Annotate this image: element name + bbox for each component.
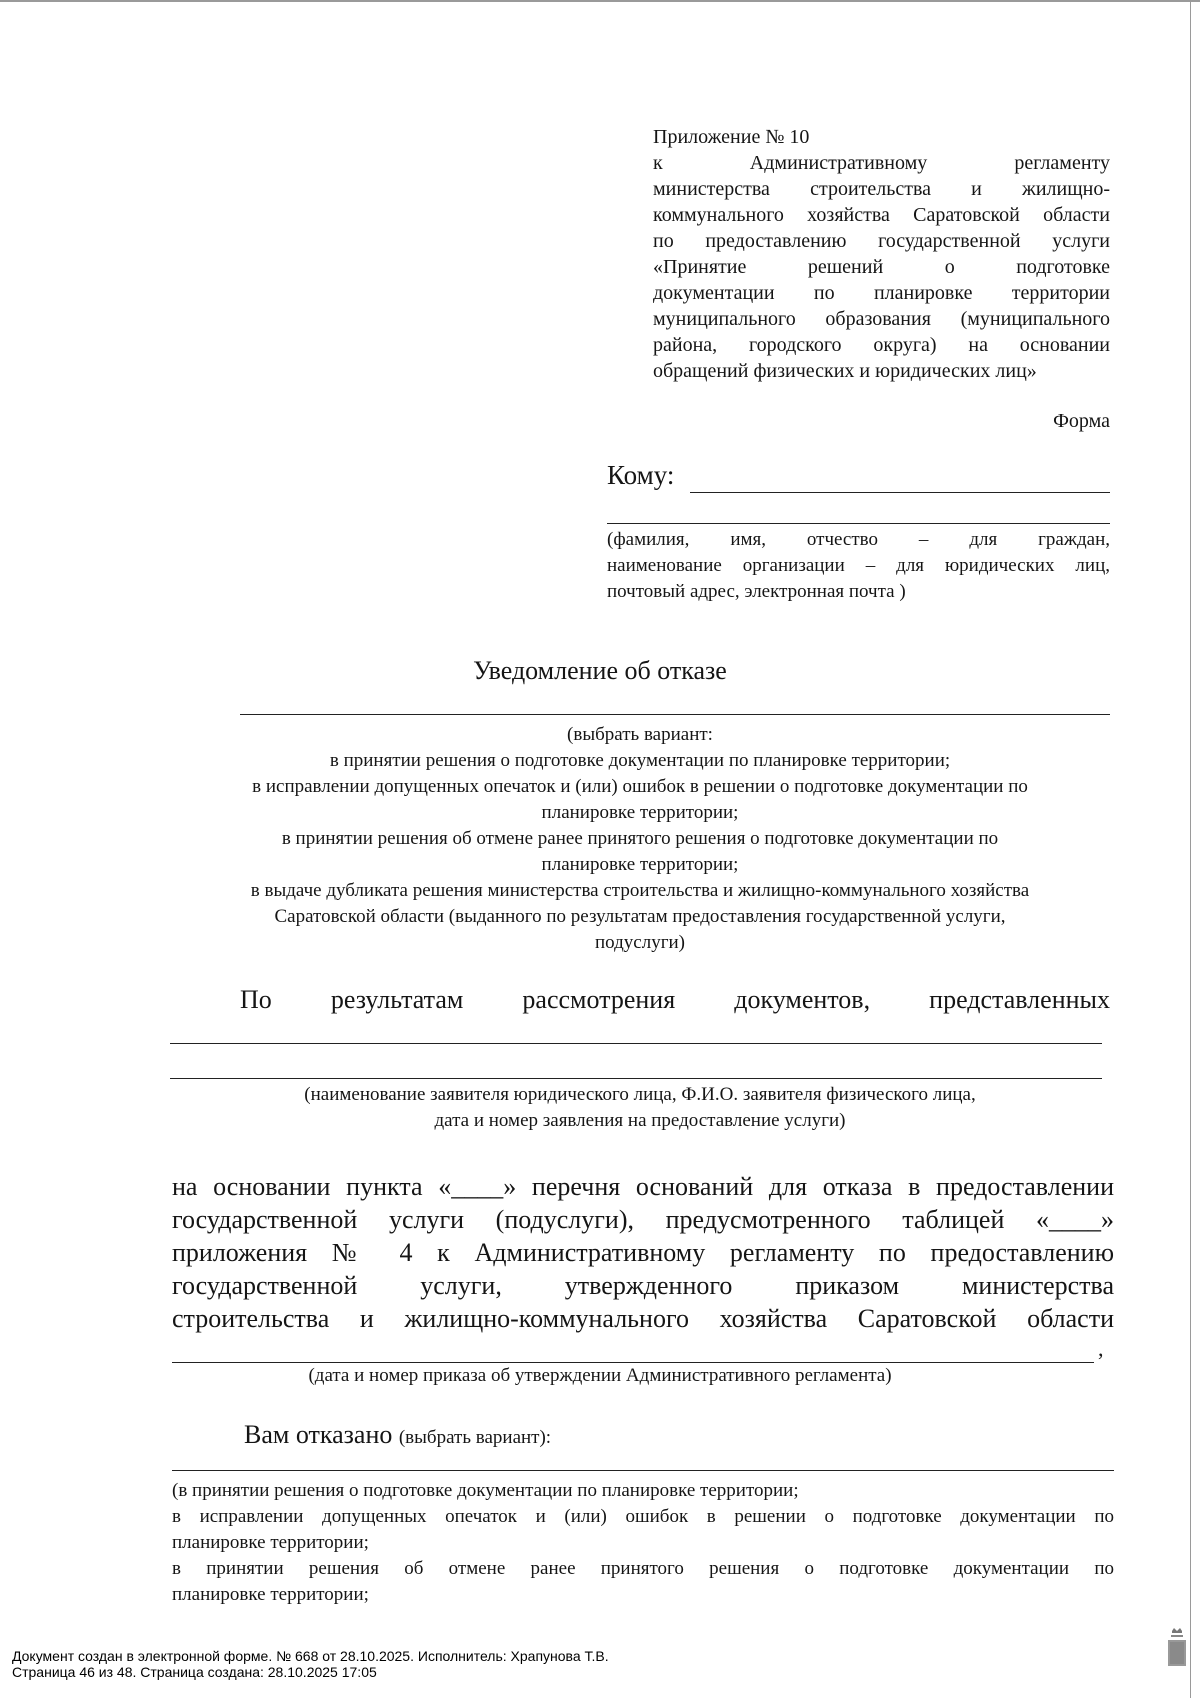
page-right-edge [1190,0,1191,1698]
basis-paragraph [172,1170,1114,1335]
recipient-label: Кому: [607,460,675,490]
refusal-option-line: (в принятии решения о подготовке документации по планировке территории; [172,1480,799,1501]
refusal-options [172,1478,1114,1608]
appendix-title: Приложение № 10 [653,126,810,148]
variant-line: в исправлении допущенных опечаток и (или) ошибок в решении о подготовке документации по [252,776,1028,797]
variant-line: планировке территории; [541,802,739,823]
applicant-note [170,1082,1110,1134]
refusal-option-line: в принятии решения об отмене ранее принятого решения о подготовке документации по [172,1558,1114,1579]
document-title: Уведомление об отказе [473,656,727,685]
appendix-line: «Принятие решений о подготовке [653,256,1110,278]
basis-line: приложения № 4 к Административному регламенту по предоставлению [172,1238,1114,1267]
page-top-edge [0,0,1200,2]
recipient-address-line[interactable] [607,523,1110,524]
variant-line: подуслуги) [595,932,685,953]
order-comma: , [1098,1336,1104,1361]
variant-line: в принятии решения об отмене ранее принятого решения о подготовке документации по [281,828,999,849]
refusal-option-line: в исправлении допущенных опечаток и (или) ошибок в решении о подготовке документации по [172,1506,1114,1527]
appendix-line: района, городского округа) на основании [653,334,1110,356]
recipient-note-line: наименование организации – для юридических лиц, [607,555,1110,576]
basis-line: на основании пункта «____» перечня оснований для отказа в предоставлении [172,1172,1114,1201]
recipient-note-line: (фамилия, имя, отчество – для граждан, [607,529,1110,550]
footer-line: Документ создан в электронной форме. № 668 от 28.10.2025. Исполнитель: Храпунова Т.В. [12,1648,609,1664]
appendix-block [653,124,1110,384]
applicant-note-line: (наименование заявителя юридического лица, Ф.И.О. заявителя физического лица, [304,1084,976,1105]
appendix-line: министерства строительства и жилищно- [653,178,1110,200]
applicant-line-1[interactable] [170,1043,1102,1044]
recipient-note [607,527,1110,605]
applicant-note-line: дата и номер заявления на предоставление услуги) [434,1110,846,1131]
applicant-line-2[interactable] [170,1078,1102,1079]
appendix-line: по предоставлению государственной услуги [653,230,1110,252]
refusal-variant-line[interactable] [172,1470,1114,1471]
footer-line: Страница 46 из 48. Страница создана: 28.10.2025 17:05 [12,1664,377,1680]
variant-line: Саратовской области (выданного по результатам предоставления государственной услуги, [274,906,1006,927]
variant-line: планировке территории; [541,854,739,875]
order-note: (дата и номер приказа об утверждении Административного регламента) [308,1365,892,1386]
refused-hint: (выбрать вариант): [398,1427,552,1448]
basis-line: государственной услуги (подуслуги), предусмотренного таблицей «____» [172,1205,1114,1234]
variant-line: в принятии решения о подготовке документации по планировке территории; [329,750,951,771]
recipient-name-line[interactable] [690,492,1110,493]
order-line[interactable] [172,1362,1094,1363]
recipient-note-line: почтовый адрес, электронная почта ) [607,581,906,602]
electronic-document-footer [12,1648,609,1680]
refused-text: Вам отказано [244,1420,393,1449]
appendix-line: коммунального хозяйства Саратовской области [653,204,1110,226]
results-line: По результатам рассмотрения документов, представленных [240,985,1110,1014]
variant-list [170,722,1110,956]
appendix-line: муниципального образования (муниципального [653,308,1110,330]
variant-line: в выдаче дубликата решения министерства строительства и жилищно-коммунального хозяйства [250,880,1030,901]
form-label: Форма [1053,410,1110,432]
basis-line: строительства и жилищно-коммунального хозяйства Саратовской области [172,1304,1114,1333]
basis-line: государственной услуги, утвержденного приказом министерства [172,1271,1114,1300]
document-stamp-icon [1166,1627,1188,1667]
title-variant-line[interactable] [240,714,1110,715]
refusal-option-line: планировке территории; [172,1584,369,1605]
appendix-line: документации по планировке территории [653,282,1110,304]
refusal-option-line: планировке территории; [172,1532,369,1553]
appendix-line: обращений физических и юридических лиц» [653,360,1037,382]
refused-heading [244,1420,551,1450]
appendix-line: к Административному регламенту [653,152,1110,174]
variant-line: (выбрать вариант: [567,724,713,745]
